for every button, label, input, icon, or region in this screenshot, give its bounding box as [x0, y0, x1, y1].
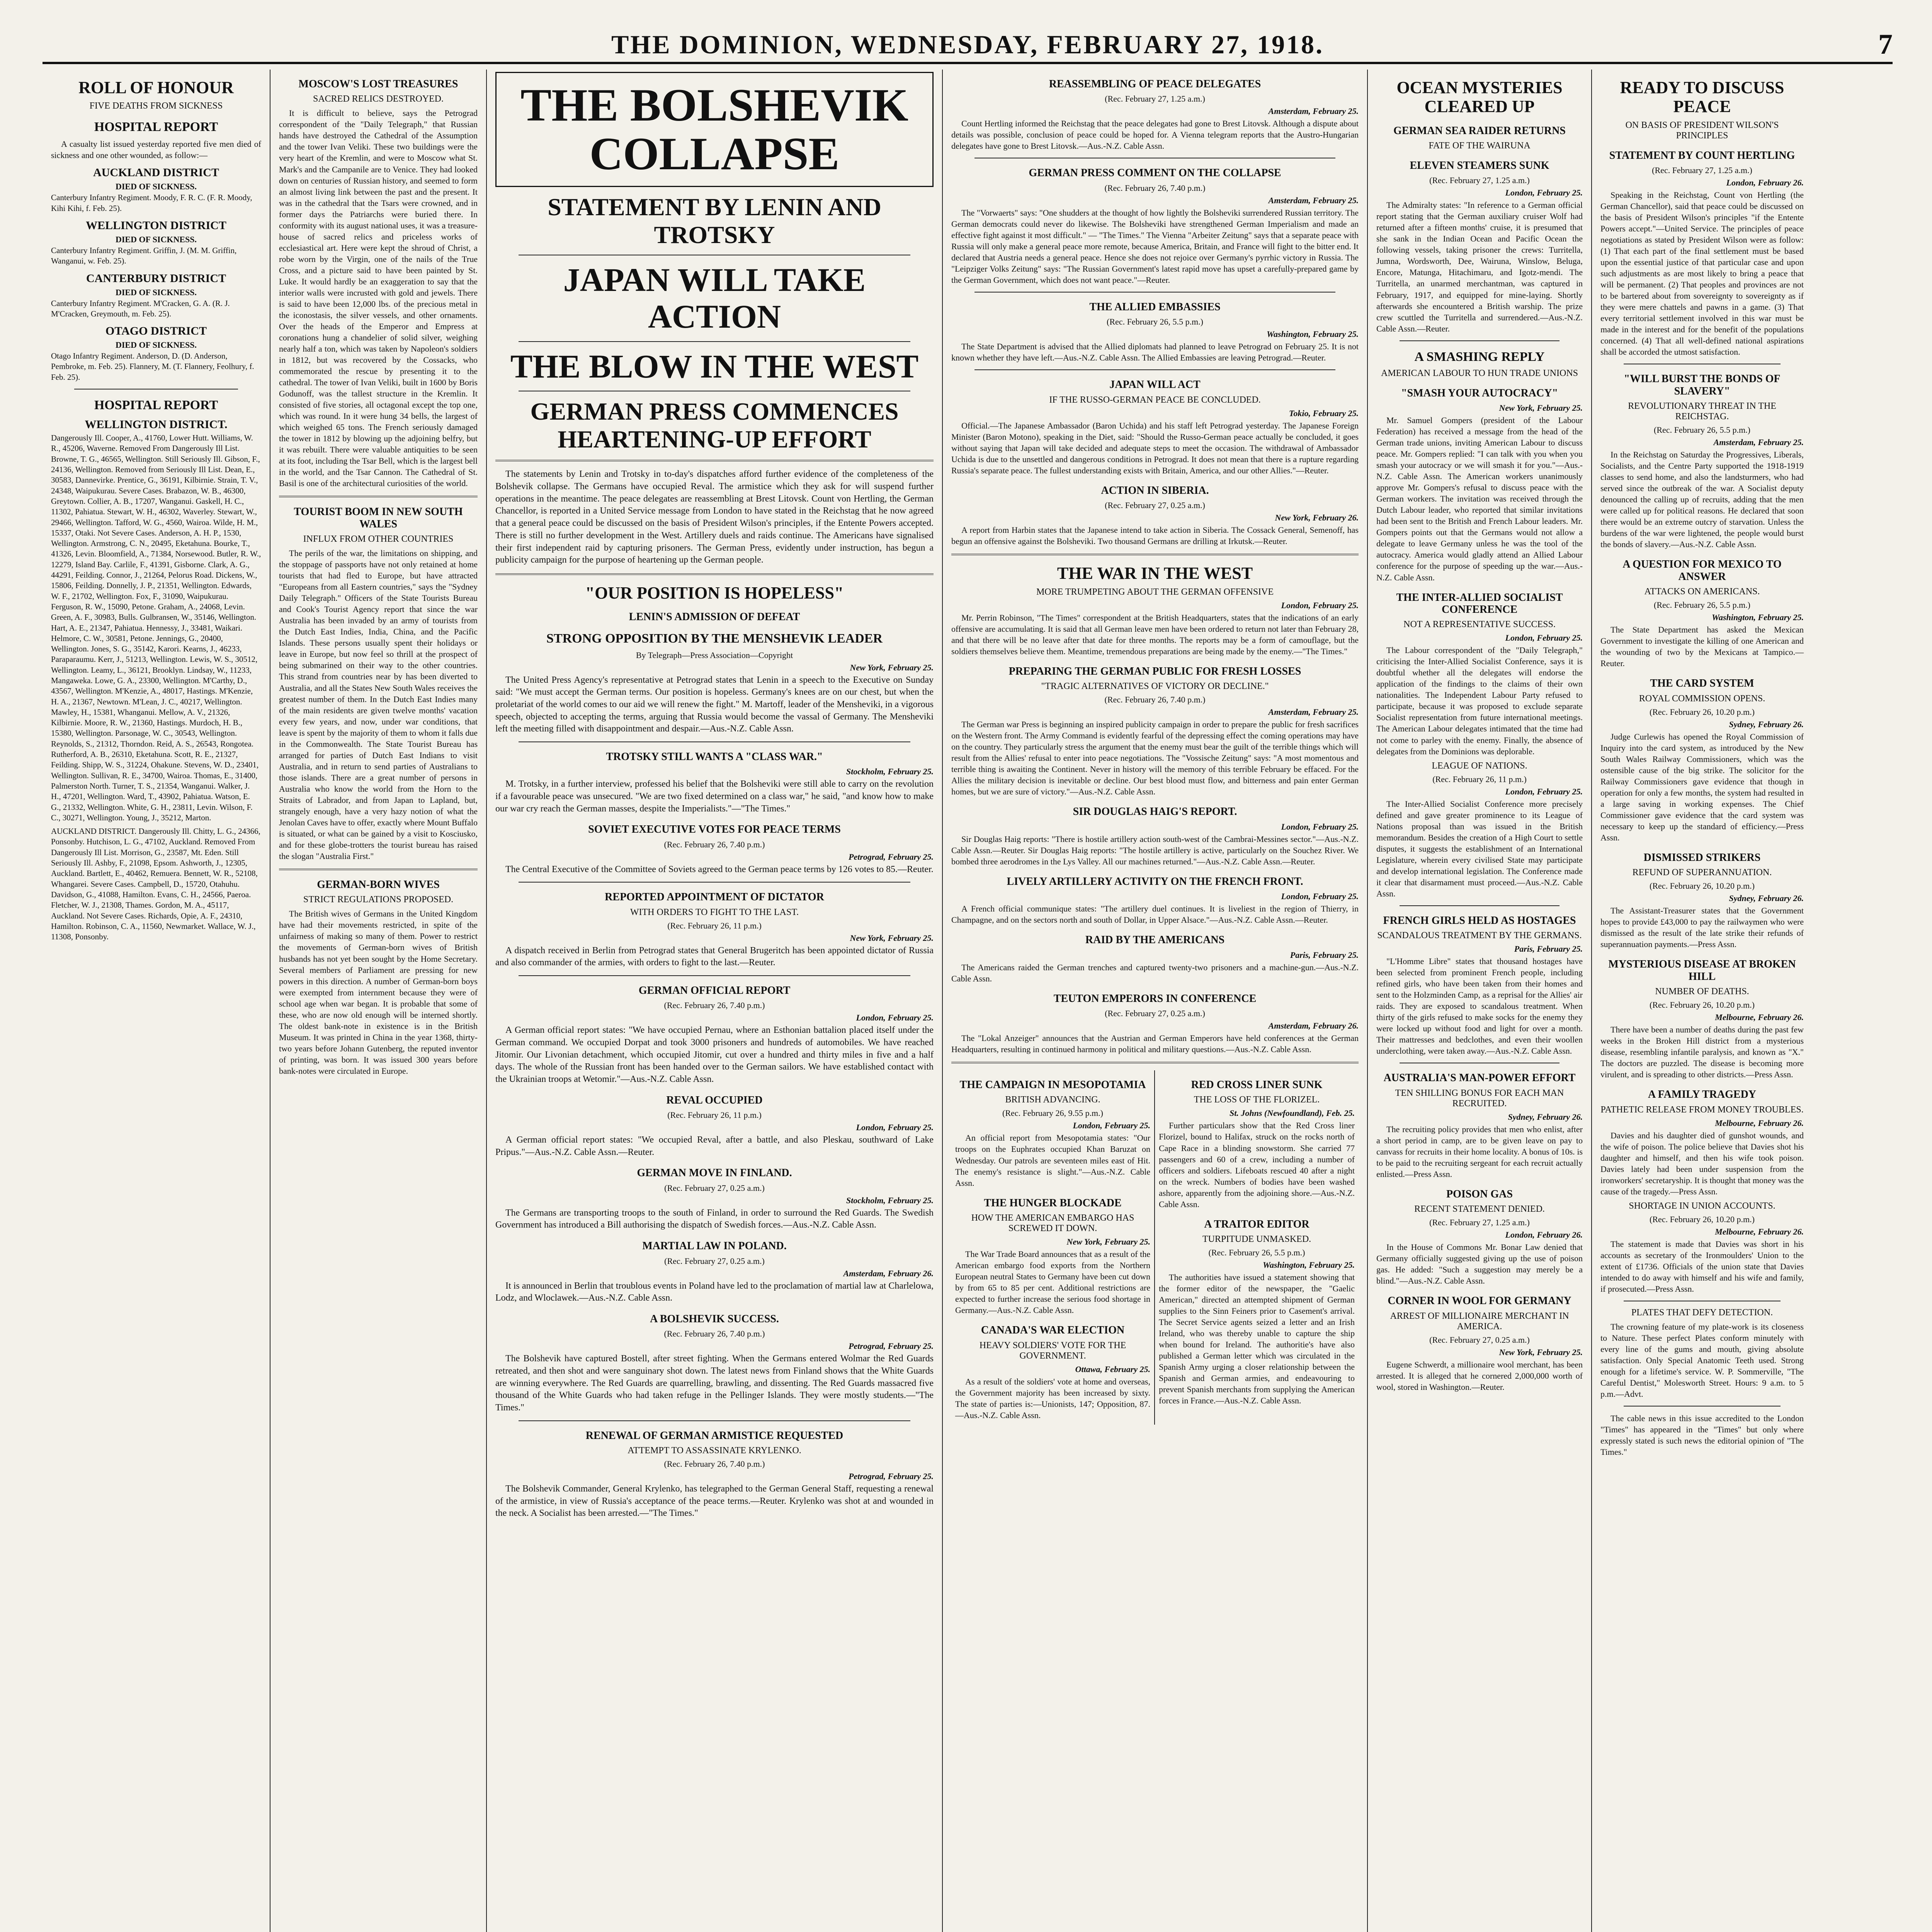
district-text: Canterbury Infantry Regiment. Griffin, J. (M. M. Griffin, Wanganui, w. Feb. 25).	[51, 246, 237, 266]
bonds-sub: REVOLUTIONARY THREAT IN THE REICHSTAG.	[1628, 401, 1776, 422]
headline-block	[495, 72, 934, 187]
artillery-heading: LIVELY ARTILLERY ACTIVITY ON THE FRENCH FRONT.	[1007, 875, 1303, 888]
received-date: (Rec. February 26, 7.40 p.m.)	[664, 1000, 765, 1010]
received-date: (Rec. February 27, 1.25 a.m.)	[1429, 1218, 1530, 1228]
received-date: (Rec. February 26, 7.40 p.m.)	[664, 1459, 765, 1469]
plates-heading: PLATES THAT DEFY DETECTION.	[1631, 1307, 1773, 1318]
received-date: (Rec. February 26, 7.40 p.m.)	[664, 839, 765, 849]
dateline: Amsterdam, February 25.	[1268, 707, 1359, 717]
article-text: M. Trotsky, in a further interview, professed his belief that the Bolsheviki were still able to carry on the revolution if a favourable peace was unsecured. "We are two fixed determined on a class war," he said, "and know how to make our war cry reach the German masses, despite the Imperialists."—"The Times."	[495, 779, 934, 814]
article-text: Official.—The Japanese Ambassador (Baron Uchida) and his staff left Petrograd yesterday. The Japanese Foreign Minister (Baron Motono), speaking in the Diet, said: "Should the Russo-German peace actually be concluded, it goes without saying that Japan will take decided and adequate steps to meet the occasion. The withdrawal of Ambassador Uchida is due to the unsettled and dangerous conditions in Petrograd. It does not mean that there is a rupture regarding Russia's separate peace. The fullest understanding exists with Britain, America, and our other Allies."—Reuter.	[951, 420, 1359, 475]
advertisement-text: The crowning feature of my plate-work is its closeness to Nature. These perfect Plates conform minutely with every line of the gums and mouth, giving absolute satisfaction. Only Special Anatomic Teeth used. Strong enough for a lifetime's service. W. P. Sommerville, "The Careful Dentist," Molesworth Street. Hours: 9 a.m. to 5 p.m.—Advt.	[1600, 1321, 1804, 1399]
tourist-heading: TOURIST BOOM IN NEW SOUTH WALES	[294, 506, 463, 530]
ready-heading: READY TO DISCUSS PEACE	[1620, 78, 1784, 116]
article-text: The State Department has asked the Mexican Government to investigate the killing of one American and the wounding of two by the Mexicans at Tampico.—Reuter.	[1600, 625, 1804, 668]
divider	[519, 341, 910, 342]
ocean-heading: OCEAN MYSTERIES CLEARED UP	[1396, 78, 1563, 116]
dateline: Melbourne, February 26.	[1715, 1226, 1804, 1236]
moscow-text: It is difficult to believe, says the Petrograd correspondent of the "Daily Telegraph," that Russian hands have destroyed the Cathedral of the Assumption and the tower Ivan Veliki. These two buildings were the very heart of the Kremlin, and were to Moscow what St. Mark's and the Campanile are to Venice. They had looked down on centuries of Russian history, and seemed to form an almost living link between the past and the present. It was in the cathedral that the Tsars were crowned, and in former days the Patriarchs were buried there. In conformity with its august national uses, it was a treasure-house of sacred relics and priceless works of ecclesiastical art. Here were kept the shroud of Christ, a robe worn by the Virgin, one of the nails of the True Cross, and a picture said to have been painted by St. Luke. It would hardly be an exaggeration to say that the interior walls were incrusted with gold and jewels. There is said to have been 12,000 lbs. of the precious metal in the iconostasis, the silver vessels, and other ornaments. Over the heads of the Emperor and Empress at coronations hung a chandelier of solid silver, weighing nearly half a ton, which was taken by Napoleon's soldiers in 1812, but was recovered by the Cossacks, who commemorated the rescue by presenting it to the cathedral. The tower of Ivan Veliki, built in 1600 by Boris Godunoff, was the tallest structure in the Kremlin. It consisted of five stories, all octagonal except the top one, which was round. In it were hung 34 bells, the largest of which weighed 65 tons. The French seriously damaged the tower in 1812 by blowing up the adjoining belfry, but it was rebuilt. There were valuable antiquities to be seen at its foot, including the Tsar Bell, which is the largest bell in the world, and the Tsar Cannon. The Cathedral of St. Basil is one of the architectural curiosities of the world.	[279, 108, 478, 488]
strikers-sub: REFUND OF SUPERANNUATION.	[1632, 867, 1772, 878]
wives-heading: GERMAN-BORN WIVES	[317, 879, 440, 891]
article-text: The Assistant-Treasurer states that the Government hopes to provide £43,000 to pay the railwaymen who were dismissed as the result of the late strike their refunds of superannuation payments.—Press Assn.	[1600, 906, 1804, 949]
wool-sub: ARREST OF MILLIONAIRE MERCHANT IN AMERICA.	[1390, 1311, 1569, 1332]
received-date: (Rec. February 26, 11 p.m.)	[667, 1110, 762, 1120]
dateline: Amsterdam, February 26.	[1268, 1021, 1359, 1031]
divider	[975, 292, 1335, 293]
shortage-heading: SHORTAGE IN UNION ACCOUNTS.	[1629, 1201, 1776, 1211]
card-heading: THE CARD SYSTEM	[1650, 677, 1754, 690]
west-heading: THE WAR IN THE WEST	[1057, 564, 1253, 583]
received-date: (Rec. February 26, 10.20 p.m.)	[1650, 1000, 1755, 1010]
mexico-sub: ATTACKS ON AMERICANS.	[1644, 587, 1760, 597]
disease-sub: NUMBER OF DEATHS.	[1655, 986, 1749, 997]
article-text: The Labour correspondent of the "Daily Telegraph," criticising the Inter-Allied Socialist Conference, says it is doubtful whether all the delegates will endorse the application of the findings to the claims of their own nationalities. The Independent Labour Party refused to participate, because it was proposed to exclude separate Socialist representation from future international meetings. The American Labour delegates intimated that the time had not come to parley with the enemy. Finally, the absence of delegates from the Dominions was deplorable.	[1376, 645, 1583, 756]
traitor-sub: TURPITUDE UNMASKED.	[1202, 1234, 1311, 1245]
bonds-heading: "WILL BURST THE BONDS OF SLAVERY"	[1624, 373, 1781, 397]
ready-sub: ON BASIS OF PRESIDENT WILSON'S PRINCIPLES	[1625, 120, 1779, 141]
opposition-heading: STRONG OPPOSITION BY THE MENSHEVIK LEADER	[546, 631, 883, 646]
dateline: London, February 26.	[1726, 177, 1804, 187]
divider	[519, 882, 910, 883]
divider	[975, 369, 1335, 370]
article-text: A dispatch received in Berlin from Petrograd states that General Brugeritch has been appointed dictator of Russia and also commander of the armies, with orders to fight to the last.—Reuter.	[495, 945, 934, 968]
roll-heading: ROLL OF HONOUR	[78, 78, 234, 97]
received-date: (Rec. February 27, 1.25 a.m.)	[1652, 165, 1752, 175]
headline-press: GERMAN PRESS COMMENCES HEARTENING-UP EFFORT	[530, 398, 899, 453]
split-section	[951, 1070, 1359, 1425]
dateline: New York, February 26.	[1275, 513, 1359, 523]
received-date: (Rec. February 27, 0.25 a.m.)	[664, 1183, 765, 1193]
district-block	[51, 166, 261, 214]
district-name: WELLINGTON DISTRICT	[86, 219, 226, 232]
article-text: The Americans raided the German trenches and captured twenty-two prisoners and a machine-gun.—Aus.-N.Z. Cable Assn.	[951, 962, 1359, 983]
dateline: Amsterdam, February 25.	[1268, 195, 1359, 205]
blockade-heading: THE HUNGER BLOCKADE	[984, 1197, 1122, 1209]
dateline: Melbourne, February 26.	[1715, 1118, 1804, 1128]
article-text: There have been a number of deaths during the past few weeks in the Broken Hill district from a mysterious disease, resembling infantile paralysis, and known as "X." The doctors are puzzled. The disease is becoming more virulent, and is spreading to other districts.—Press Assn.	[1600, 1025, 1804, 1080]
divider	[279, 496, 478, 497]
dateline: Petrograd, February 25.	[849, 1341, 934, 1351]
french-heading: FRENCH GIRLS HELD AS HOSTAGES	[1383, 914, 1576, 927]
received-date: (Rec. February 27, 0.25 a.m.)	[1429, 1335, 1530, 1345]
article-text: Mr. Samuel Gompers (president of the Labour Federation) has received a message from the head of the German trade unions, inviting American Labour to discuss peace. Mr. Gompers replied: "I can talk with you when you smash your autocracy or we will smash it for you."—Aus.-N.Z. Cable Assn. The American workers unanimously approve Mr. Gompers's refusal to discuss peace with the German workers. The invitation was received through the Dutch Labour leader, who reported that similar invitations had been sent to the British and French Labour leaders. Mr. Gompers points out that the Germans would not allow a delegate to leave Germany unless he was the tool of the autocracy. America would gladly attend an Allied Labour conference for the purpose of speeding up the war.—Aus.-N.Z. Cable Assn.	[1376, 415, 1583, 582]
japan-sub: IF THE RUSSO-GERMAN PEACE BE CONCLUDED.	[1049, 395, 1261, 405]
tragedy-heading: A FAMILY TRAGEDY	[1648, 1088, 1757, 1101]
district-name: OTAGO DISTRICT	[105, 325, 207, 338]
received-date: (Rec. February 27, 0.25 a.m.)	[1105, 500, 1205, 510]
hopeless-heading: "OUR POSITION IS HOPELESS"	[585, 583, 844, 602]
received-date: (Rec. February 26, 5.5 p.m.)	[1654, 425, 1750, 435]
haig-heading: SIR DOUGLAS HAIG'S REPORT.	[1073, 806, 1237, 818]
smashing-sub2: "SMASH YOUR AUTOCRACY"	[1401, 387, 1558, 399]
canada-heading: CANADA'S WAR ELECTION	[981, 1324, 1125, 1337]
article-text: "L'Homme Libre" states that thousand hostages have been selected from prominent French people, including refined girls, who have been taken from their homes and sent to the Holzminden Camp, as a reprisal for the Allies' air raids. They are exposed to scandalous treatment. When thirty of the girls refused to make socks for the enemy they were locked up without food and light for over a month. Their mattresses and bedclothes, and even their woollen underclothing, were taken away.—Aus.-N.Z. Cable Assn.	[1376, 956, 1583, 1056]
dateline: Washington, February 25.	[1712, 612, 1804, 622]
smashing-sub: AMERICAN LABOUR TO HUN TRADE UNIONS	[1381, 368, 1578, 378]
smashing-heading: A SMASHING REPLY	[1414, 349, 1545, 364]
florizel-sub: THE LOSS OF THE FLORIZEL.	[1194, 1095, 1320, 1105]
hospital-district: WELLINGTON DISTRICT.	[85, 418, 228, 431]
article-text: The recruiting policy provides that men who enlist, after a short period in camp, are to be given leave on pay to canvass for recruits in their home locality. A bonus of 10s. is to be paid to the recruiting sergeant for each recruit actually enlisted.—Press Assn.	[1376, 1124, 1583, 1179]
column-war-news	[943, 70, 1368, 1932]
embassies-heading: THE ALLIED EMBASSIES	[1089, 301, 1221, 313]
reassembling-heading: REASSEMBLING OF PEACE DELEGATES	[1049, 78, 1261, 90]
armistice-heading: RENEWAL OF GERMAN ARMISTICE REQUESTED	[585, 1429, 844, 1442]
ready-sub2: STATEMENT BY COUNT HERTLING	[1609, 149, 1795, 162]
dateline: London, February 25.	[856, 1013, 934, 1023]
trotsky-heading: TROTSKY STILL WANTS A "CLASS WAR."	[606, 750, 823, 763]
district-name: AUCKLAND DISTRICT	[93, 166, 219, 179]
reval-heading: REVAL OCCUPIED	[666, 1094, 763, 1106]
headline-west: THE BLOW IN THE WEST	[510, 347, 919, 385]
article-text: The War Trade Board announces that as a result of the American embargo food exports from the Northern European neutral States to Germany have been cut down by from 65 to 85 per cent. Additional restrictions are expected to further increase the serious food shortage in Germany.—Aus.-N.Z. Cable Assn.	[955, 1249, 1150, 1315]
ocean-sub: GERMAN SEA RAIDER RETURNS	[1393, 124, 1566, 137]
socialist-heading: THE INTER-ALLIED SOCIALIST CONFERENCE	[1396, 591, 1563, 616]
article-text: Eugene Schwerdt, a millionaire wool merchant, has been arrested. It is alleged that he cornered 2,000,000 worth of wool, stored in Washington.—Reuter.	[1376, 1359, 1583, 1392]
received-date: (Rec. February 26, 11 p.m.)	[667, 920, 762, 930]
district-block	[51, 325, 261, 383]
dateline: Stockholm, February 25.	[846, 767, 934, 777]
tragedy-sub: PATHETIC RELEASE FROM MONEY TROUBLES.	[1600, 1104, 1804, 1115]
district-category: DIED OF SICKNESS.	[115, 287, 197, 297]
article-text: A German official report states: "We have occupied Pernau, where an Esthonian battalion placed itself under the German command. We occupied Dorpat and took 3000 prisoners and hundreds of automobiles. We have reached Jitomir. Our Livonian detachment, which occupied Jitomir, cut over a hundred and thirty miles in five and a half days. The whole of the Russian front has been handed over to the German sailors. We have established contact with the Ukrainian troops at Wetomir."—Aus.-N.Z. Cable Assn.	[495, 1025, 934, 1085]
district-name: CANTERBURY DISTRICT	[86, 272, 226, 285]
wool-heading: CORNER IN WOOL FOR GERMANY	[1388, 1295, 1571, 1307]
article-text: Mr. Perrin Robinson, "The Times" correspondent at the British Headquarters, states that the indications of an early offensive are accumulating. It is said that all German leave men have been ordered to return not later than February 28, and that there will be no leave after that date for three months. The reports may be a form of camouflage, but the soldiers themselves believe them. Meantime, tremendous preparations are being made by the enemy.—"The Times."	[951, 612, 1359, 656]
divider	[519, 1420, 910, 1421]
dateline: London, February 25.	[1073, 1121, 1150, 1131]
dateline: London, February 25.	[1281, 891, 1359, 901]
article-text: The "Vorwaerts" says: "One shudders at the thought of how lightly the Bolsheviki surrendered Russian territory. The German democrats could never do likewise. The Bolsheviki have strengthened German Imperialism and made an effective fight against it most difficult." — "The Times." The Vienna "Arbeiter Zeitung" says that a separate peace with Russia will only make a general peace more remote, because America, Britain, and France will fight to the bitter end. It declared that Austria needs a general peace. Hence she does not rejoice over Germany's pyrrhic victory in Russia. The "Leipziger Volks Zeitung" says: "The Russian Government's latest rapid move has upset a carefully-prepared game by the German Government, which does not want peace."—Reuter.	[951, 207, 1359, 285]
divider	[951, 554, 1359, 555]
article-text: The Inter-Allied Socialist Conference more precisely defined and gave greater prominence to its League of Nations proposal than was issued in the British memorandum. Besides the creation of a High Court to settle disputes, it suggests the establishment of an International Legislature, wherein every civilised State may participate and develop international legislation. The Conference made it clear that disarmament must proceed.—Aus.-N.Z. Cable Assn.	[1376, 799, 1583, 898]
french-sub: SCANDALOUS TREATMENT BY THE GERMANS.	[1377, 930, 1582, 941]
disease-heading: MYSTERIOUS DISEASE AT BROKEN HILL	[1608, 958, 1796, 983]
district-category: DIED OF SICKNESS.	[115, 182, 197, 192]
dateline: Sydney, February 26.	[1729, 719, 1804, 729]
received-date: (Rec. February 27, 0.25 a.m.)	[1105, 1009, 1205, 1019]
dateline: New York, February 25.	[1499, 403, 1583, 413]
dateline: New York, February 25.	[1499, 1347, 1583, 1357]
column-features	[270, 70, 487, 1932]
meso-sub: BRITISH ADVANCING.	[1005, 1095, 1100, 1105]
dateline: St. Johns (Newfoundland), Feb. 25.	[1230, 1108, 1355, 1118]
article-text: The Central Executive of the Committee of Soviets agreed to the German peace terms by 126 votes to 85.—Reuter.	[505, 864, 934, 874]
received-date: (Rec. February 26, 5.5 p.m.)	[1107, 317, 1203, 327]
teuton-heading: TEUTON EMPERORS IN CONFERENCE	[1053, 992, 1257, 1005]
split-right	[1155, 1070, 1359, 1425]
article-text: The State Department is advised that the Allied diplomats had planned to leave Petrograd on February 25. It is not known whether they have left.—Aus.-N.Z. Cable Assn. The Allied Embassies are leaving Petrograd.—Reuter.	[951, 342, 1359, 363]
column-roll-of-honour	[43, 70, 270, 1932]
article-text: Judge Curlewis has opened the Royal Commission of Inquiry into the card system, as introduced by the New South Wales Railway Commissioners, which was the ostensible cause of the big strike. The solicitor for the Railway Commissioners gave evidence that though in operation for only a few months, the system had resulted in a large saving in working expenses. The Chief Commissioner gave evidence that the card system was necessary to keep up the standard of efficiency.—Press Assn.	[1600, 731, 1804, 842]
japan-heading: JAPAN WILL ACT	[1109, 379, 1201, 391]
dateline: Paris, February 25.	[1290, 950, 1359, 960]
dateline: London, February 25.	[1281, 600, 1359, 610]
dateline: New York, February 25.	[850, 662, 934, 672]
article-text: The Bolshevik have captured Bostell, after street fighting. When the Germans entered Wolmar the Red Guards retreated, and then shot and were sanguinary shot down. The latest news from Finland shows that the White Guards are winning everywhere. The Red Guards are quarrelling, brawling, and dissenting. The Red Guards massacred five thousand of the White Guards who had taken refuge in the Pellinger Islands. They were mostly students.—"The Times."	[495, 1354, 934, 1413]
column-peace-discussion	[1592, 70, 1812, 1932]
column-bolshevik-collapse	[487, 70, 943, 1932]
article-text: It is announced in Berlin that troublous events in Poland have led to the proclamation of martial law at Charlelowa, Lodz, and Wloclawek.—Aus.-N.Z. Cable Assn.	[495, 1281, 934, 1303]
dateline: Petrograd, February 25.	[849, 1471, 934, 1481]
moscow-heading: MOSCOW'S LOST TREASURES	[298, 78, 458, 90]
dateline: Melbourne, February 26.	[1715, 1012, 1804, 1022]
wives-text: The British wives of Germans in the United Kingdom have had their movements restricted, in spite of the unfairness of making so many of them. Power to restrict the movements of German-born wives of British husbands has not yet been sought by the Home Secretary. Several members of Parliament are pressing for new powers in this direction. A number of German-born boys were exempted from internment because they were of school age when war began. It is probable that some of these, who are now old enough will be interned shortly. The oldest bank-note in existence is in the British Museum. It was printed in China in the year 1368, thirty-two years before Johann Gutenberg, the reputed inventor of printing, was born. It was issued 300 years before bank-notes were circulated in Europe.	[279, 909, 478, 1076]
received-date: (Rec. February 26, 11 p.m.)	[1432, 774, 1527, 784]
received-date: (Rec. February 26, 7.40 p.m.)	[664, 1329, 765, 1339]
article-text: The Bolshevik Commander, General Krylenko, has telegraphed to the German General Staff, requesting a renewal of the armistice, in view of Russia's acceptance of the peace terms.—Reuter. Krylenko was shot at and wounded in the neck. A Socialist has been arrested.—"The Times."	[495, 1483, 934, 1519]
article-text: Count Hertling informed the Reichstag that the peace delegates had gone to Brest Litovsk. Although a dispute about details was possible, conclusion of peace could be hoped for. A Vienna telegram reports that the Austro-Hungarian delegates have gone to Brest Litovsk.—Aus.-N.Z. Cable Assn.	[951, 119, 1359, 151]
divider	[279, 869, 478, 870]
manpower-sub: TEN SHILLING BONUS FOR EACH MAN RECRUITED.	[1395, 1088, 1564, 1109]
press-heading: GERMAN PRESS COMMENT ON THE COLLAPSE	[1029, 167, 1281, 179]
article-text: The Admiralty states: "In reference to a German official report stating that the German auxiliary cruiser Wolf had returned after a fifteen months' cruise, it is presumed that she sank in the Indian Ocean and Pacific Ocean the following vessels, taking prisoner the crews: Turritella, Jumna, Wordsworth, Dee, Wairuna, Winslow, Beluga, Encore, Matunga, Hitachimaru, and Igotz-mendi. The Turritella, an unarmed merchantman, was captured in February, 1917, and equipped for mine-laying. Shortly afterwards she encountered a British warship. The prize crew scuttled the Turritella and surrendered.—Aus.-N.Z. Cable Assn.—Reuter.	[1376, 200, 1583, 333]
divider	[519, 975, 910, 976]
headline-statement: STATEMENT BY LENIN AND TROTSKY	[548, 193, 881, 248]
dateline: London, February 26.	[1505, 1230, 1583, 1240]
received-date: (Rec. February 26, 7.40 p.m.)	[1104, 695, 1206, 705]
moscow-sub: SACRED RELICS DESTROYED.	[313, 94, 444, 104]
dateline: New York, February 25.	[850, 933, 934, 943]
article-text: In the Reichstag on Saturday the Progressives, Liberals, Socialists, and the Centre Party supported the 1918-1919 classes to send home, and also the landsturmers, who had served since the outbreak of the war. A Socialist deputy denounced the calling up of recruits, adding that the men were called up for political reasons. He declared that soon there would be an extreme outcry of starvation. Unless the burdens of the war were lightened, the people would burst the bonds of slavery.—Aus.-N.Z. Cable Assn.	[1600, 450, 1804, 549]
roll-intro: A casualty list issued yesterday reported five men died of sickness and one other wounded, as follow:—	[51, 139, 261, 160]
column-ocean-mysteries	[1368, 70, 1592, 1932]
masthead	[43, 27, 1893, 64]
dateline: New York, February 25.	[1066, 1236, 1150, 1247]
tourist-sub: INFLUX FROM OTHER COUNTRIES	[303, 534, 454, 544]
article-text: Davies and his daughter died of gunshot wounds, and the wife of poison. The police believe that Davies shot his daughter and himself, and then his wife took poison. Davies lately had been under suspension from the ironworkers' secretaryship. It is thought that money was the cause of the tragedy.—Press Assn.	[1600, 1130, 1804, 1196]
dateline: Amsterdam, February 26.	[843, 1268, 934, 1278]
received-date: (Rec. February 26, 10.20 p.m.)	[1650, 881, 1755, 891]
article-text: The Germans are transporting troops to the south of Finland, in order to surround the Red Guards. The Swedish Government has introduced a Bill authorising the dispatch of Swedish forces.—Aus.-N.Z. Cable Assn.	[495, 1208, 934, 1230]
article-text: A French official communique states: "The artillery duel continues. It is liveliest in the region of Thierry, in Champagne, and on the sectors north and south of Dollar, in Upper Alsace."—Aus.-N.Z. Cable Assn.—Reuter.	[951, 904, 1359, 925]
article-text: The German war Press is beginning an inspired publicity campaign in order to prepare the public for fresh sacrifices on the Western front. The Army Command is evidently fearful of the depressing effect the coming operations may have on the country. They particularly stress the argument that the enemy must bear the guilt of the terrible things which will result from the Allies' refusal to enter into peace negotiations. The "Vossische Zeitung" says: "A most momentous and terrible thing is awaiting the Continent. Never in history will the memory of this terrible February be effaced. For the Allies the military decision is inevitable or decline. Our best blood must flow, and bitterness and pain enter German homes, but we are sure of victory."—Aus.-N.Z. Cable Assn.	[951, 719, 1359, 797]
received-date: (Rec. February 26, 10.20 p.m.)	[1650, 707, 1755, 717]
meso-heading: THE CAMPAIGN IN MESOPOTAMIA	[959, 1079, 1146, 1091]
strikers-heading: DISMISSED STRIKERS	[1643, 851, 1761, 864]
masthead-title: THE DOMINION, WEDNESDAY, FEBRUARY 27, 1918.	[611, 29, 1324, 59]
district-category: DIED OF SICKNESS.	[115, 340, 197, 350]
hospital-heading: HOSPITAL REPORT	[94, 398, 218, 413]
dateline: Sydney, February 26.	[1508, 1112, 1583, 1122]
west-sub: MORE TRUMPETING ABOUT THE GERMAN OFFENSIVE	[1036, 587, 1274, 597]
dateline: Sydney, February 26.	[1729, 893, 1804, 903]
tourist-text: The perils of the war, the limitations on shipping, and the stoppage of passports have not only retained at home tourists that had fled to Europe, but have attracted "Europeans from all Eastern countries," says the "Sydney Daily Telegraph." Officers of the State Tourists Bureau and Cook's Tourist Agency report that since the war Australia has been invaded by an army of tourists from the Dutch East Indies, India, China, and the Pacific Islands. These persons usually spent their holidays or leave in Europe, but now feel so thrill at the prospect of being submarined on their way to the other countries. This strand from countries near by has been diverted to Australia, and all the States New South Wales receives the greatest number of them. In the Dutch East Indies many of the main residents are given twelve months' vacation every few years, and now, under war conditions, that leave is spent by the majority of them to whom it falls due in the Commonwealth. The State Tourist Bureau has arranged for parties of Dutch East Indians to visit Australia, and in return to send parties of Australians to those islands. There are a great number of persons in Australia who know the world from the Horn to the Straits of Labrador, and from Japan to Lapland, but, strangely enough, have a very hazy notion of what the Jenolan Caves have to offer, exactly where Mount Buffalo is situated, or what can be gained by a visit to Kosciusko, and for these globe-trotters the tourist bureau has raised the slogan "Australia First."	[279, 548, 478, 861]
article-text: As a result of the soldiers' vote at home and overseas, the Government majority has been increased by sixty. The state of parties is:—Unionists, 147; Opposition, 87.—Aus.-N.Z. Cable Assn.	[955, 1376, 1150, 1420]
dateline: London, February 25.	[1505, 786, 1583, 796]
ocean-sub3: ELEVEN STEAMERS SUNK	[1410, 159, 1549, 172]
district-text: Canterbury Infantry Regiment. Moody, F. R. C. (F. R. Moody, Kihi Kihi, f. Feb. 25).	[51, 193, 252, 213]
league-heading: LEAGUE OF NATIONS.	[1432, 760, 1527, 771]
dateline: Washington, February 25.	[1267, 329, 1359, 339]
dateline: London, February 25.	[1505, 188, 1583, 198]
manpower-heading: AUSTRALIA'S MAN-POWER EFFORT	[1383, 1072, 1576, 1084]
lenin-sub: LENIN'S ADMISSION OF DEFEAT	[629, 611, 800, 623]
article-text: The authorities have issued a statement showing that the former editor of the newspaper, the "Gaelic American," directed an attempted shipment of German supplies to the Sinn Feiners prior to Casement's arrival. The Secret Service agents seized a letter and an Irish Ireland, who was thereby unable to capture the ship when bound for Ireland. The authoritie's have also published a German letter which was circulated in the Spanish Army urging a closer relationship between the Spanish and German armies, and endeavouring to prevent Spanish merchants from supplying the American forces in France.—Aus.-N.Z. Cable Assn.	[1159, 1272, 1355, 1406]
divider	[951, 1062, 1359, 1063]
article-text: The "Lokal Anzeiger" announces that the Austrian and German Emperors have held conferences at the German Headquarters, resulting in continued harmony in political and military questions.—Aus.-N.Z. Cable Assn.	[951, 1033, 1359, 1054]
received-date: (Rec. February 26, 7.40 p.m.)	[1104, 183, 1206, 193]
received-date: (Rec. February 27, 0.25 a.m.)	[664, 1256, 765, 1266]
divider	[1400, 340, 1560, 341]
blockade-sub: HOW THE AMERICAN EMBARGO HAS SCREWED IT DOWN.	[971, 1213, 1134, 1233]
divider	[1400, 905, 1560, 906]
received-date: (Rec. February 26, 10.20 p.m.)	[1650, 1214, 1755, 1224]
dateline: London, February 25.	[1505, 633, 1583, 643]
dateline: Paris, February 25.	[1514, 944, 1583, 954]
gas-heading: POISON GAS	[1446, 1188, 1513, 1200]
dateline: Tokio, February 25.	[1289, 408, 1359, 418]
raid-heading: RAID BY THE AMERICANS	[1085, 934, 1225, 946]
wives-sub: STRICT REGULATIONS PROPOSED.	[303, 895, 454, 905]
success-heading: A BOLSHEVIK SUCCESS.	[650, 1313, 779, 1325]
article-text: The statement is made that Davies was short in his accounts as secretary of the Ironmoulders' Union to the extent of £1736. Officials of the union state that Davies intended to do away with himself and his wife and family, if prosecuted.—Press Assn.	[1600, 1239, 1804, 1294]
dateline: Stockholm, February 25.	[846, 1195, 934, 1205]
headline-japan: JAPAN WILL TAKE ACTION	[563, 261, 866, 335]
dateline: London, February 25.	[856, 1122, 934, 1133]
received-date: (Rec. February 27, 1.25 a.m.)	[1105, 94, 1205, 104]
editorial-note: The cable news in this issue accredited to the London "Times" has appeared in the "Times" but only where expressly stated is such news the editorial opinion of "The Times."	[1600, 1413, 1804, 1457]
dateline: Amsterdam, February 25.	[1713, 437, 1804, 447]
soviet-heading: SOVIET EXECUTIVE VOTES FOR PEACE TERMS	[588, 823, 841, 836]
ocean-sub2: FATE OF THE WAIRUNA	[1429, 140, 1531, 151]
district-category: DIED OF SICKNESS.	[115, 235, 197, 244]
article-text: A report from Harbin states that the Japanese intend to take action in Siberia. The Cossack General, Semenoff, has begun an offensive against the Bolsheviki. Two thousand Germans are drilling at Irkutsk.—Reuter.	[951, 525, 1359, 546]
divider	[495, 460, 934, 461]
page-number: 7	[1878, 28, 1893, 60]
dateline: Petrograd, February 25.	[849, 852, 934, 862]
gas-sub: RECENT STATEMENT DENIED.	[1414, 1204, 1545, 1214]
received-date: (Rec. February 27, 1.25 a.m.)	[1429, 175, 1530, 185]
split-left	[951, 1070, 1155, 1425]
received-date: (Rec. February 26, 5.5 p.m.)	[1654, 600, 1750, 610]
article-text: Speaking in the Reichstag, Count von Hertling (the German Chancellor), said that peace could be discussed on the basis of President Wilson's principles "if the Entente Powers accept."—United Service. The principles of peace negotiations as stated by President Wilson were as follow: (1) That each part of the final settlement must be based upon the essential justice of that particular case and upon such adjustments as are most likely to bring a peace that will be permanent. (2) That peoples and provinces are not to be bartered about from sovereignty to sovereignty as if they were mere chattels and pawns in a game. (3) That every territorial settlement involved in this war must be made in the interest and for the benefit of the populations concerned. (4) That all well-defined national aspirations shall be accorded the utmost satisfaction.	[1600, 190, 1804, 357]
lead-paragraph: The statements by Lenin and Trotsky in to-day's dispatches afford further evidence of the completeness of the Bolshevik collapse. The Germans have occupied Reval. The armistice which they ask for will suspend further operations in the meantime. The peace delegates are reassembling at Brest Litovsk. Count von Hertling, the German Chancellor, is reported in a United Service message from London to have stated in the Reichstag that he now agreed that a general peace could be discussed on the basis of President Wilson's principles, if the Entente Powers accepted. There is still no further development in the West. Artillery duels and raids continue. The Americans have signalised their first independent raid by capturing prisoners. The German Press, evidently under instruction, has begun a publicity campaign for the purpose of heartening up the German people.	[495, 469, 934, 565]
florizel-heading: RED CROSS LINER SUNK	[1191, 1079, 1323, 1091]
article-text: Further particulars show that the Red Cross liner Florizel, bound to Halifax, struck on the rocks north of Cape Race in a blinding snowstorm. She carried 77 passengers and 60 of a crew, including a number of officers and soldiers. Lifeboats rescued 40 after a night on the wreck. Numbers of bodies have been washed ashore, apparently from the adjoining shore.—Aus.-N.Z. Cable Assn.	[1159, 1121, 1355, 1209]
card-sub: ROYAL COMMISSION OPENS.	[1639, 693, 1765, 704]
dateline: London, February 25.	[1281, 821, 1359, 832]
article-text: Sir Douglas Haig reports: "There is hostile artillery action south-west of the Cambrai-Messines sector."—Aus.-N.Z. Cable Assn.—Reuter. Sir Douglas Haig reports: "The hostile artillery is active, particularly on the Souchez River. We bombed three aerodromes in the Lys Valley. All our machines returned."—Aus.-N.Z. Cable Assn.—Reuter.	[951, 834, 1359, 866]
district-block	[51, 272, 261, 320]
dateline: Washington, February 25.	[1263, 1260, 1355, 1270]
finland-heading: GERMAN MOVE IN FINLAND.	[637, 1167, 792, 1179]
mexico-heading: A QUESTION FOR MEXICO TO ANSWER	[1622, 558, 1782, 583]
district-text: Otago Infantry Regiment. Anderson, D. (D. Anderson, Pembroke, m. Feb. 25). Flannery, M. (T. Flannery, Feolhury, f. Feb. 25).	[51, 351, 254, 382]
dictator-heading: REPORTED APPOINTMENT OF DICTATOR	[605, 891, 824, 903]
prep-heading: PREPARING THE GERMAN PUBLIC FOR FRESH LOSSES	[1009, 665, 1301, 677]
headline-main: THE BOLSHEVIK COLLAPSE	[520, 79, 908, 179]
article-text: In the House of Commons Mr. Bonar Law denied that Germany officially suggested giving up the use of poison gas. He added: "Such a suggestion may merely be a blind."—Aus.-N.Z. Cable Assn.	[1376, 1242, 1583, 1286]
auckland-list: AUCKLAND DISTRICT. Dangerously Ill. Chitty, L. G., 24366, Ponsonby. Hutchison, L. G., 47102, Auckland. Removed From Dangerously Ill List. Morrison, G., 23587, Mt. Eden. Still Seriously Ill. Ashby, F., 21098, Epsom. Ashworth, J., 12305, Auckland. Bartlett, E., 40462, Remuera. Bennett, W. R., 52108, Whangarei. Severe Cases. Campbell, D., 15720, Otahuhu. Davidson, G., 41088, Hamilton. Evans, C. H., 24566, Paeroa. Fletcher, W. J., 21308, Thames. Gordon, M. A., 45117, Auckland. Not Severe Cases. Richards, Opie, A. F., 24310, Hamilton. Robinson, C. A., 11560, Newmarket. Wallace, W. J., 11308, Ponsonby.	[51, 827, 260, 942]
official-heading: GERMAN OFFICIAL REPORT	[638, 985, 791, 997]
siberia-heading: ACTION IN SIBERIA.	[1101, 484, 1209, 497]
dateline: Amsterdam, February 25.	[1268, 106, 1359, 116]
article-text: The United Press Agency's representative at Petrograd states that Lenin in a speech to the Executive on Sunday said: "We must accept the German terms. Our position is hopeless. Germany's knees are on our chest, but when the proletariat of the world comes to our aid we will renew the fight." M. Martoff, leader of the Mensheviki, in a vigorous speech, objected to accepting the terms, arguing that Russia would become the vassal of Germany. The Mensheviki left the meeting filled with disappointment and despair.—Aus.-N.Z. Cable Assn.	[495, 675, 934, 734]
socialist-sub: NOT A REPRESENTATIVE SUCCESS.	[1403, 619, 1556, 630]
roll-report-title: HOSPITAL REPORT	[94, 120, 218, 134]
article-text: An official report from Mesopotamia states: "Our troops on the Euphrates occupied Khan Baruzat on Wednesday. Our patrols are seventeen miles east of Hit. The enemy's resistance is slight."—Aus.-N.Z. Cable Assn.	[955, 1133, 1150, 1188]
dateline: Ottawa, February 25.	[1075, 1364, 1150, 1374]
canada-sub: HEAVY SOLDIERS' VOTE FOR THE GOVERNMENT.	[979, 1340, 1126, 1361]
hospital-list: Dangerously Ill. Cooper, A., 41760, Lower Hutt. Williams, W. R., 45206, Waverne. Removed From Dangerously Ill List. Browne, T. G., 46565, Wellington. Still Seriously Ill. Gibson, F., 24136, Wellington. Removed from Seriously Ill List. Dean, E., 30583, Dannevirke. Prentice, G., 36191, Kilbirnie. Strain, T. V., 24348, Waipukurau. Severe Cases. Brabazon, W. B., 46300, Greytown. Collier, A. B., 17207, Wanganui. Gaskell, H. C., 11302, Pahiatua. Stewart, W. H., 46302, Waverley. Stewart, W., 29466, Wellington. Tafford, W. G., 4560, Wairoa. Wilde, H. M., 15337, Otaki. Not Severe Cases. Anderson, A. H. P., 1530, Wellington. Armstrong, C. N., 20495, Eketahuna. Bourke, T., 41326, Levin. Bloomfield, A., 71384, Norsewood. Butler, R. W., 12279, Island Bay. Carlile, F., 41391, Gisborne. Clark, A. G., 44291, Feilding. Connor, J., 21264, Pelorus Road. Dickens, W., 15806, Feilding. Donnelly, J. P., 21351, Wellington. Edwards, W. F., 21702, Wellington. Fox, F., 31090, Waipukurau. Ferguson, R. W., 15090, Petone. Graham, A., 24068, Levin. Green, A. F., 30983, Bulls. Gulbransen, W., 35146, Wellington. Hart, A. E., 21347, Pahiatua. Hennessy, J., 33481, Waikari. Helmore, C. W., 30581, Petone. Jennings, G., 20400, Wellington. Jones, S. G., 35142, Karori. Kearns, J., 46233, Paraparaumu. Kerr, J., 51213, Wellington. Lewis, W. S., 30512, Wellington. Leamy, L., 36121, Brooklyn. Lindsay, W., 11233, Mangaweka. Lowe, G. A., 23300, Wellington. M'Carthy, D., 43567, Wellington. M'Kenzie, A., 48017, Hastings. M'Kenzie, H. A., 21367, Newtown. M'Lean, J. C., 40217, Wellington. Mawley, H., 15381, Whanganui. Mellow, A. V., 21326, Kilbirnie. Moore, R. W., 21360, Hastings. Murdoch, H. B., 15380, Wellington. Parsonage, W. C., 30543, Wellington. Reynolds, S., 21312, Thorndon. Reid, A. S., 26543, Rongotea. Rutherford, A. B., 26310, Eketahuna. Scott, R. E., 21327, Feilding. Shipp, W. S., 31224, Ohakune. Stevens, W. D., 23401, Wellington. Sullivan, R. E., 34700, Wairoa. Thomas, E., 31400, Palmerston North. Turner, T. S., 21354, Wanganui. Walker, J. H., 47201, Wellington. Ward, T., 43902, Pahiatua. Watson, E. G., 21332, Wellington. White, G. H., 23811, Levin. Wilson, F. C., 30271, Wellington. Young, J., 35212, Marton.	[51, 433, 261, 822]
columns	[43, 70, 1893, 1932]
byline: By Telegraph—Press Association—Copyright	[636, 650, 793, 660]
martial-heading: MARTIAL LAW IN POLAND.	[642, 1240, 787, 1252]
prep-sub: "TRAGIC ALTERNATIVES OF VICTORY OR DECLINE."	[1041, 681, 1269, 692]
roll-subheading: FIVE DEATHS FROM SICKNESS	[89, 101, 223, 111]
article-text: A German official report states: "We occupied Reval, after a battle, and also Pleskau, southward of Lake Pripus."—Aus.-N.Z. Cable Assn.—Reuter.	[495, 1135, 934, 1157]
received-date: (Rec. February 26, 5.5 p.m.)	[1208, 1248, 1305, 1258]
kreylenko-heading: ATTEMPT TO ASSASSINATE KRYLENKO.	[628, 1445, 801, 1456]
dictator-sub: WITH ORDERS TO FIGHT TO THE LAST.	[630, 907, 799, 917]
received-date: (Rec. February 26, 9.55 p.m.)	[1002, 1108, 1103, 1118]
district-text: Canterbury Infantry Regiment. M'Cracken, G. A. (R. J. M'Cracken, Greymouth, m. Feb. 25).	[51, 298, 230, 318]
traitor-heading: A TRAITOR EDITOR	[1204, 1218, 1310, 1230]
district-block	[51, 219, 261, 267]
divider	[495, 573, 934, 575]
